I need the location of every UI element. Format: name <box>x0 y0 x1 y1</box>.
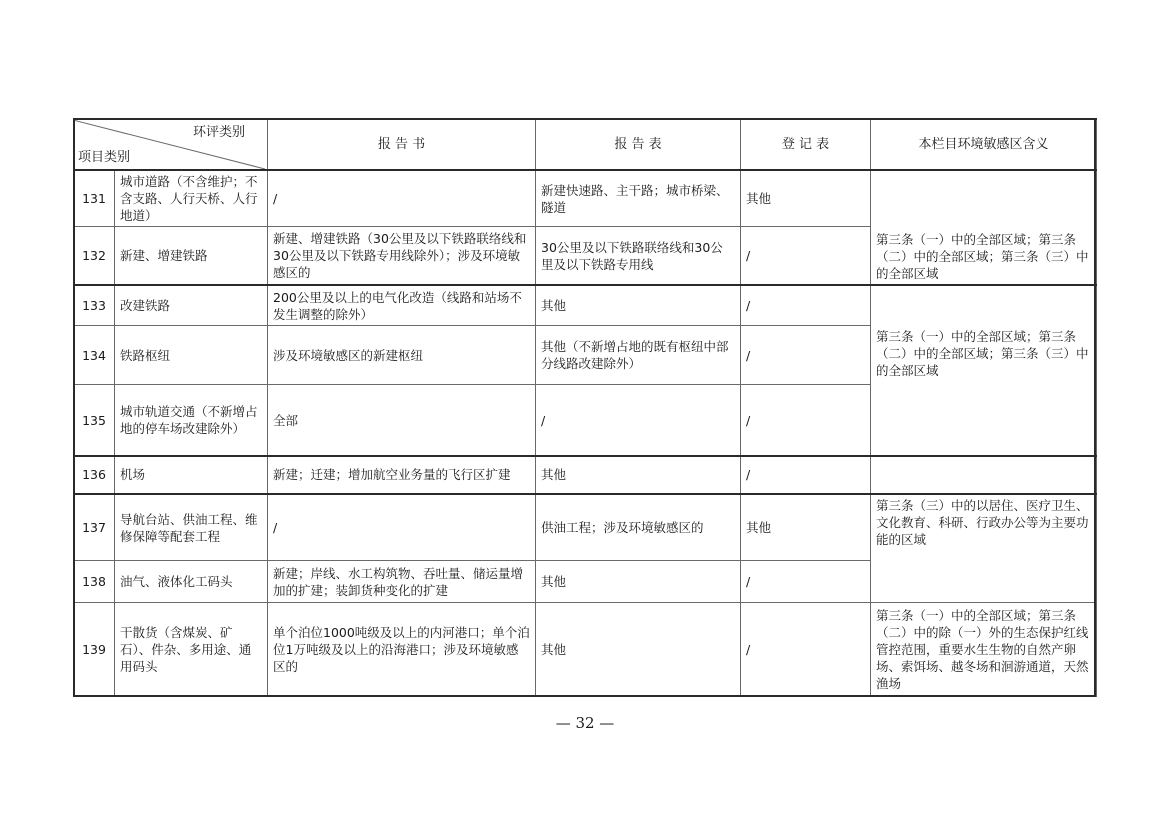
sensitive-text: 第三条（一）中的全部区域；第三条（二）中的除（一）外的生态保护红线管控范围，重要水生生物的自然产卵场、索饵场、越冬场和洄游通道，天然渔场 <box>876 608 1089 692</box>
row-number: 132 <box>74 227 115 285</box>
row-category: 城市轨道交通（不新增占地的停车场改建除外） <box>115 385 268 456</box>
row-number: 137 <box>74 494 115 561</box>
row-report-book: / <box>268 494 536 561</box>
row-category: 油气、液体化工码头 <box>115 561 268 603</box>
row-report-form: 30公里及以下铁路联络线和30公里及以下铁路专用线 <box>536 227 741 285</box>
row-register-form: / <box>741 456 871 494</box>
row-sensitive-area <box>871 285 1097 456</box>
row-number: 134 <box>74 326 115 385</box>
row-report-book: 单个泊位1000吨级及以上的内河港口；单个泊位1万吨级及以上的沿海港口；涉及环境敏感区的 <box>268 603 536 697</box>
row-category: 铁路枢纽 <box>115 326 268 385</box>
corner-bottom-label: 项目类别 <box>78 150 131 166</box>
row-category: 新建、增建铁路 <box>115 227 268 285</box>
row-number: 136 <box>74 456 115 494</box>
row-number: 131 <box>74 170 115 227</box>
row-report-form: 其他 <box>536 456 741 494</box>
sensitive-text: 第三条（一）中的全部区域；第三条（二）中的全部区域；第三条（三）中的全部区域 <box>876 231 1089 281</box>
row-report-form: 其他 <box>536 603 741 697</box>
header-sensitive-area: 本栏目环境敏感区含义 <box>871 119 1097 170</box>
header-report-book: 报 告 书 <box>268 119 536 170</box>
row-report-book: 新建；岸线、水工构筑物、吞吐量、储运量增加的扩建；装卸货种变化的扩建 <box>268 561 536 603</box>
row-register-form: 其他 <box>741 494 871 561</box>
row-category: 干散货（含煤炭、矿石）、件杂、多用途、通用码头 <box>115 603 268 697</box>
page-number: — 32 — <box>555 714 615 732</box>
row-number: 139 <box>74 603 115 697</box>
header-row <box>74 119 1097 170</box>
row-report-form: 其他 <box>536 285 741 326</box>
row-report-book: / <box>268 170 536 227</box>
eia-classification-table <box>73 118 1097 697</box>
table-row <box>74 603 1097 697</box>
row-register-form: / <box>741 285 871 326</box>
table-row <box>74 456 1097 494</box>
row-report-form: 其他 <box>536 561 741 603</box>
row-report-book: 涉及环境敏感区的新建枢纽 <box>268 326 536 385</box>
sensitive-text: 第三条（三）中的以居住、医疗卫生、文化教育、科研、行政办公等为主要功能的区域 <box>876 497 1089 547</box>
row-register-form: / <box>741 326 871 385</box>
row-report-book: 新建；迁建；增加航空业务量的飞行区扩建 <box>268 456 536 494</box>
row-category: 改建铁路 <box>115 285 268 326</box>
row-report-book: 新建、增建铁路（30公里及以下铁路联络线和30公里及以下铁路专用线除外）；涉及环境敏感区的 <box>268 227 536 285</box>
row-number: 133 <box>74 285 115 326</box>
row-report-form: 其他（不新增占地的既有枢纽中部分线路改建除外） <box>536 326 741 385</box>
header-register-form: 登 记 表 <box>741 119 871 170</box>
table-row <box>74 170 1097 227</box>
row-register-form: / <box>741 561 871 603</box>
row-category: 机场 <box>115 456 268 494</box>
row-register-form: / <box>741 603 871 697</box>
row-category: 导航台站、供油工程、维修保障等配套工程 <box>115 494 268 561</box>
row-category: 城市道路（不含维护；不含支路、人行天桥、人行地道） <box>115 170 268 227</box>
row-report-book: 200公里及以上的电气化改造（线路和站场不发生调整的除外） <box>268 285 536 326</box>
corner-header-cell <box>74 119 268 170</box>
row-number: 138 <box>74 561 115 603</box>
row-register-form: 其他 <box>741 170 871 227</box>
row-number: 135 <box>74 385 115 456</box>
row-sensitive-area <box>871 456 1097 494</box>
row-report-book: 全部 <box>268 385 536 456</box>
row-report-form: 新建快速路、主干路；城市桥梁、隧道 <box>536 170 741 227</box>
row-register-form: / <box>741 385 871 456</box>
table-row <box>74 285 1097 326</box>
row-sensitive-area <box>871 603 1097 697</box>
row-sensitive-area <box>871 170 1097 285</box>
corner-top-label: 环评类别 <box>192 125 245 141</box>
row-register-form: / <box>741 227 871 285</box>
row-report-form: 供油工程；涉及环境敏感区的 <box>536 494 741 561</box>
table-row <box>74 494 1097 561</box>
row-sensitive-area <box>871 494 1097 603</box>
sensitive-text: 第三条（一）中的全部区域；第三条（二）中的全部区域；第三条（三）中的全部区域 <box>876 329 1089 378</box>
header-report-form: 报 告 表 <box>536 119 741 170</box>
row-report-form: / <box>536 385 741 456</box>
